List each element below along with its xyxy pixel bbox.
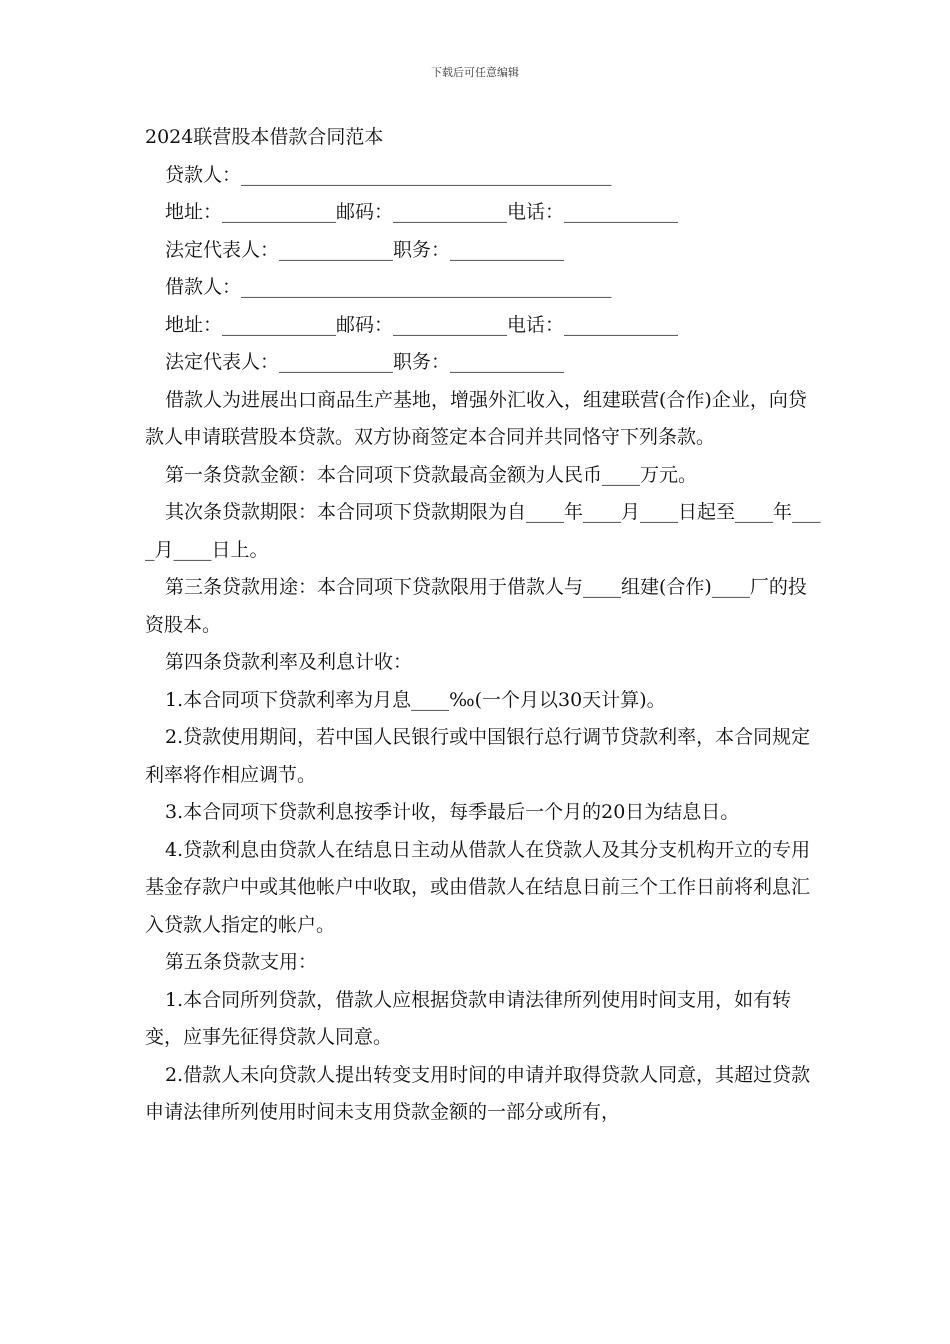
article-4-item-3: 3.本合同项下贷款利息按季计收，每季最后一个月的20日为结息日。 — [165, 801, 740, 823]
borrower-representative-line: 法定代表人：____________职务：____________ — [165, 351, 565, 373]
lender-line: 贷款人：_______________________________________ — [165, 163, 612, 186]
page-header-note: 下载后可任意编辑 — [431, 66, 519, 79]
borrower-line: 借款人：_______________________________________ — [165, 276, 612, 298]
article-4-item-4: 4.贷款利息由贷款人在结息日主动从借款人在贷款人及其分支机构开立的专用基金存款户中或其他帐户中收取，或由借款人在结息日前三个工作日前将利息汇入贷款人指定的帐户。 — [145, 838, 811, 936]
article-1: 第一条贷款金额：本合同项下贷款最高金额为人民币____万元。 — [165, 463, 698, 486]
document-title: 2024联营股本借款合同范本 — [145, 126, 384, 148]
article-3: 第三条贷款用途：本合同项下贷款限用于借款人与____组建(合作)____厂的投资股本。 — [145, 576, 807, 636]
document-body — [145, 119, 825, 1132]
article-4-heading: 第四条贷款利率及利息计收： — [165, 651, 413, 673]
article-4-item-2: 2.贷款使用期间，若中国人民银行或中国银行总行调节贷款利率，本合同规定利率将作相应调节。 — [145, 726, 811, 786]
article-4-item-1: 1.本合同项下贷款利率为月息____‰(一个月以30天计算)。 — [165, 688, 666, 711]
intro-paragraph: 借款人为进展出口商品生产基地，增强外汇收入，组建联营(合作)企业，向贷款人申请联营股本贷款。双方协商签定本合同并共同恪守下列条款。 — [145, 388, 807, 448]
article-2: 其次条贷款期限：本合同项下贷款期限为自____年____月____日起至____年____月____日上。 — [145, 501, 821, 561]
lender-representative-line: 法定代表人：____________职务：____________ — [165, 238, 565, 261]
article-5-item-2: 2.借款人未向贷款人提出转变支用时间的申请并取得贷款人同意，其超过贷款申请法律所列使用时间未支用贷款金额的一部分或所有， — [145, 1063, 811, 1123]
article-5-item-1: 1.本合同所列贷款，借款人应根据贷款申请法律所列使用时间支用，如有转变，应事先征得贷款人同意。 — [145, 988, 792, 1048]
lender-address-line: 地址：____________邮码：____________电话：____________ — [165, 201, 679, 223]
borrower-address-line: 地址：____________邮码：____________电话：____________ — [165, 313, 679, 336]
article-5-heading: 第五条贷款支用： — [165, 951, 318, 973]
